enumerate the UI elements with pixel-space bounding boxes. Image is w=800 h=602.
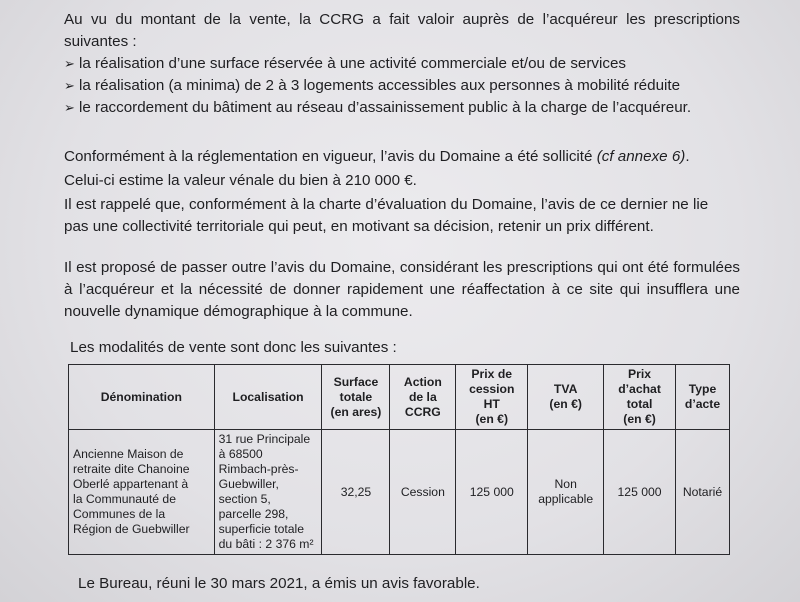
annexe-reference: (cf annexe 6) [596, 148, 686, 165]
cell-localisation: 31 rue Principale à 68500 Rimbach-près- Guebwiller, section 5, parcelle 298, superficie totale du bâti : 2 376 m² [214, 430, 322, 555]
header-denomination: Dénomination [69, 365, 215, 430]
list-item [64, 53, 740, 75]
cell-surface: 32,25 [322, 430, 390, 555]
conclusion-paragraph [78, 573, 754, 595]
domaine-text: Conformément à la réglementation en vigueur, l’avis du Domaine a été sollicité (cf annexe 6). [64, 148, 690, 165]
charte-text-line1: Il est rappelé que, conformément à la charte d’évaluation du Domaine, l’avis de ce dernier ne lie [64, 196, 709, 213]
cell-tva: Non applicable [528, 430, 604, 555]
sale-terms-table [68, 364, 730, 555]
charte-text-line2: pas une collectivité territoriale qui peut, en motivant sa décision, retenir un prix différent. [64, 218, 654, 235]
list-item-text: la réalisation d’une surface réservée à une activité commerciale et/ou de services [79, 55, 627, 72]
arrow-bullet-icon: ➢ [64, 100, 75, 115]
header-surface: Surface totale (en ares) [322, 365, 390, 430]
valeur-text: Celui-ci estime la valeur vénale du bien à 210 000 €. [64, 172, 417, 189]
propose-text: Il est proposé de passer outre l’avis du Domaine, considérant les prescriptions qui ont été formulées à l’acquéreur et la nécessité de donner rapidement une réaffectation à ce site qui insufflera une nouvelle dynamique démographique à la commune. [64, 259, 740, 320]
cell-action: Cession [390, 430, 456, 555]
header-prix-cession: Prix de cession HT (en €) [456, 365, 528, 430]
header-tva: TVA (en €) [528, 365, 604, 430]
modalites-title: Les modalités de vente sont donc les suivantes : [70, 339, 397, 356]
domaine-paragraph [64, 146, 740, 238]
header-localisation: Localisation [214, 365, 322, 430]
table-header-row [69, 365, 730, 430]
list-item [64, 75, 740, 97]
header-prix-achat: Prix d’achat total (en €) [604, 365, 676, 430]
table-row [69, 430, 730, 555]
header-type-acte: Type d’acte [676, 365, 730, 430]
cell-type-acte: Notarié [676, 430, 730, 555]
header-action: Action de la CCRG [390, 365, 456, 430]
list-item-text: le raccordement du bâtiment au réseau d’assainissement public à la charge de l’acquéreur. [79, 99, 692, 116]
arrow-bullet-icon: ➢ [64, 56, 75, 71]
cell-denomination: Ancienne Maison de retraite dite Chanoine Oberlé appartenant à la Communauté de Communes de la Région de Guebwiller [69, 430, 215, 555]
cell-prix-achat: 125 000 [604, 430, 676, 555]
cell-prix-cession: 125 000 [456, 430, 528, 555]
intro-paragraph [64, 9, 740, 53]
list-item-text: la réalisation (a minima) de 2 à 3 logements accessibles aux personnes à mobilité réduite [79, 77, 681, 94]
propose-paragraph [64, 257, 740, 323]
prescriptions-list [64, 53, 740, 119]
list-item [64, 97, 740, 119]
conclusion-text: Le Bureau, réuni le 30 mars 2021, a émis un avis favorable. [78, 575, 480, 592]
arrow-bullet-icon: ➢ [64, 78, 75, 93]
intro-text: Au vu du montant de la vente, la CCRG a fait valoir auprès de l’acquéreur les prescriptions suivantes : [64, 11, 740, 50]
